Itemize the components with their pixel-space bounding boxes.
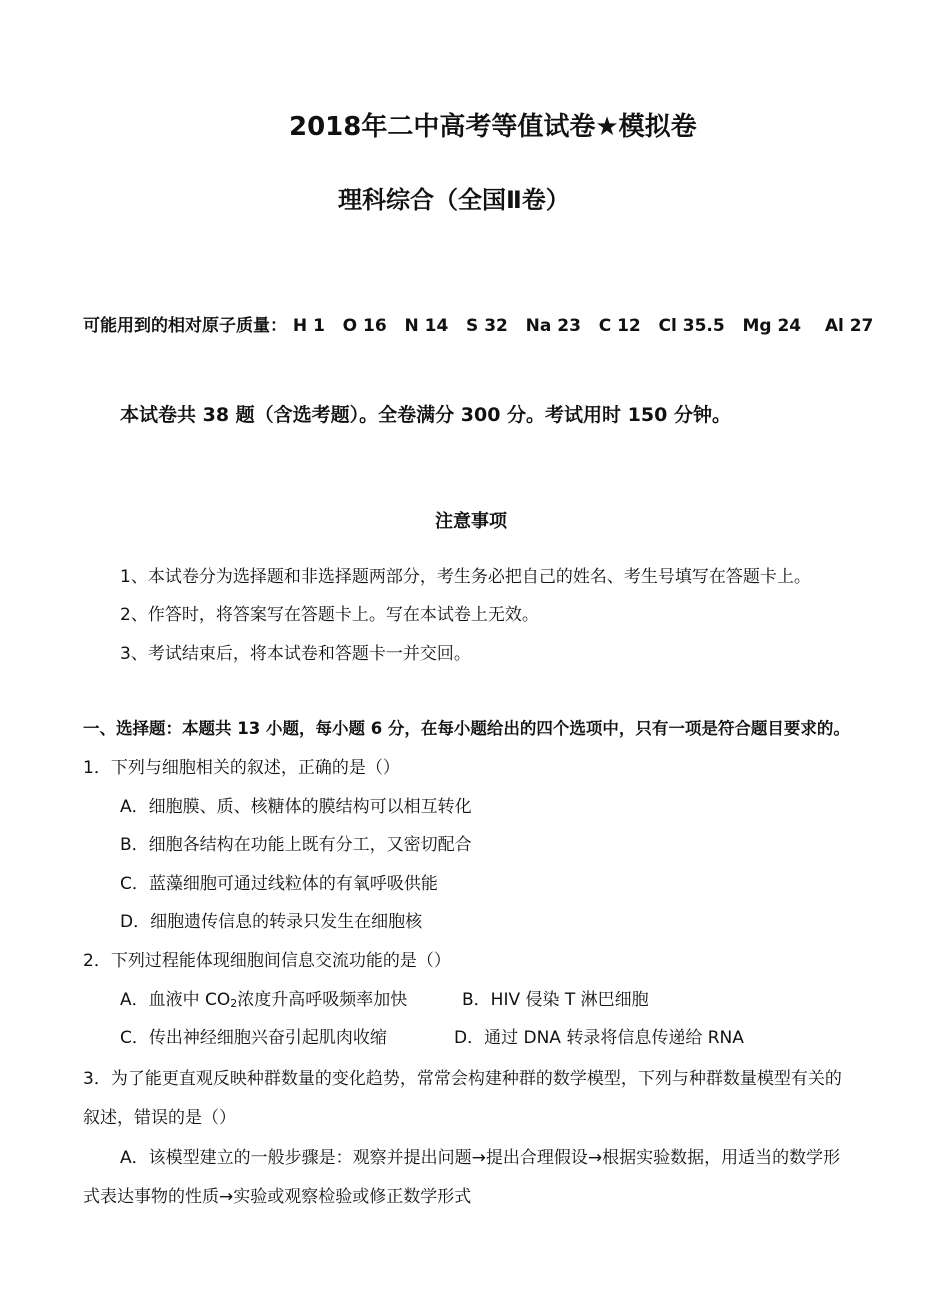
subscript: 2	[230, 997, 238, 1010]
question-3-option-a-line2: 式表达事物的性质→实验或观察检验或修正数学形式	[83, 1187, 472, 1207]
atomic-mass-item: S 32	[466, 316, 508, 336]
question-1-option: C．蓝藻细胞可通过线粒体的有氧呼吸供能	[120, 874, 438, 894]
section-heading: 一、选择题：本题共 13 小题，每小题 6 分，在每小题给出的四个选项中，只有一项是符合题目要求的。	[83, 719, 850, 738]
atomic-mass-item: O 16	[342, 316, 387, 336]
notice-heading: 注意事项	[435, 511, 507, 532]
notice-item: 3、考试结束后，将本试卷和答题卡一并交回。	[120, 644, 471, 664]
question-1-option: A．细胞膜、质、核糖体的膜结构可以相互转化	[120, 797, 472, 817]
question-1-option: B．细胞各结构在功能上既有分工，又密切配合	[120, 835, 472, 855]
question-1-stem: 1．下列与细胞相关的叙述，正确的是（）	[83, 758, 400, 778]
question-1-option: D．细胞遗传信息的转录只发生在细胞核	[120, 912, 423, 932]
question-2-option-b: B．HIV 侵染 T 淋巴细胞	[462, 990, 649, 1010]
question-3-stem-line2: 叙述，错误的是（）	[83, 1108, 236, 1128]
question-2-option-a-pre: A．血液中 CO	[120, 990, 231, 1010]
notice-item: 1、本试卷分为选择题和非选择题两部分，考生务必把自己的姓名、考生号填写在答题卡上。	[120, 567, 811, 587]
atomic-mass-item: H 1	[292, 316, 325, 336]
atomic-mass-item: C 12	[598, 316, 641, 336]
question-2-option-a	[120, 985, 407, 1010]
question-2-option-a-post: 浓度升高呼吸频率加快	[237, 990, 408, 1010]
atomic-mass-item: N 14	[404, 316, 449, 336]
exam-info: 本试卷共 38 题（含选考题）。全卷满分 300 分。考试用时 150 分钟。	[120, 404, 731, 426]
question-2-option-d: D．通过 DNA 转录将信息传递给 RNA	[454, 1028, 744, 1048]
atomic-mass-item: Al 27	[824, 316, 874, 336]
question-3-option-a-line1: A．该模型建立的一般步骤是：观察并提出问题→提出合理假设→根据实验数据，用适当的数学形	[120, 1148, 841, 1168]
exam-title: 2018年二中高考等值试卷★模拟卷	[289, 112, 697, 142]
question-2-stem: 2．下列过程能体现细胞间信息交流功能的是（）	[83, 951, 451, 971]
notice-item: 2、作答时，将答案写在答题卡上。写在本试卷上无效。	[120, 605, 539, 625]
question-3-stem-line1: 3．为了能更直观反映种群数量的变化趋势，常常会构建种群的数学模型，下列与种群数量模型有关的	[83, 1069, 842, 1089]
atomic-masses	[83, 311, 873, 336]
atomic-mass-item: Na 23	[525, 316, 581, 336]
atomic-mass-item: Mg 24	[742, 316, 802, 336]
exam-subtitle: 理科综合（全国Ⅱ卷）	[338, 186, 570, 214]
atomic-masses-label: 可能用到的相对原子质量：	[83, 316, 287, 336]
question-2-option-c: C．传出神经细胞兴奋引起肌肉收缩	[120, 1028, 387, 1048]
atomic-mass-item: Cl 35.5	[658, 316, 725, 336]
